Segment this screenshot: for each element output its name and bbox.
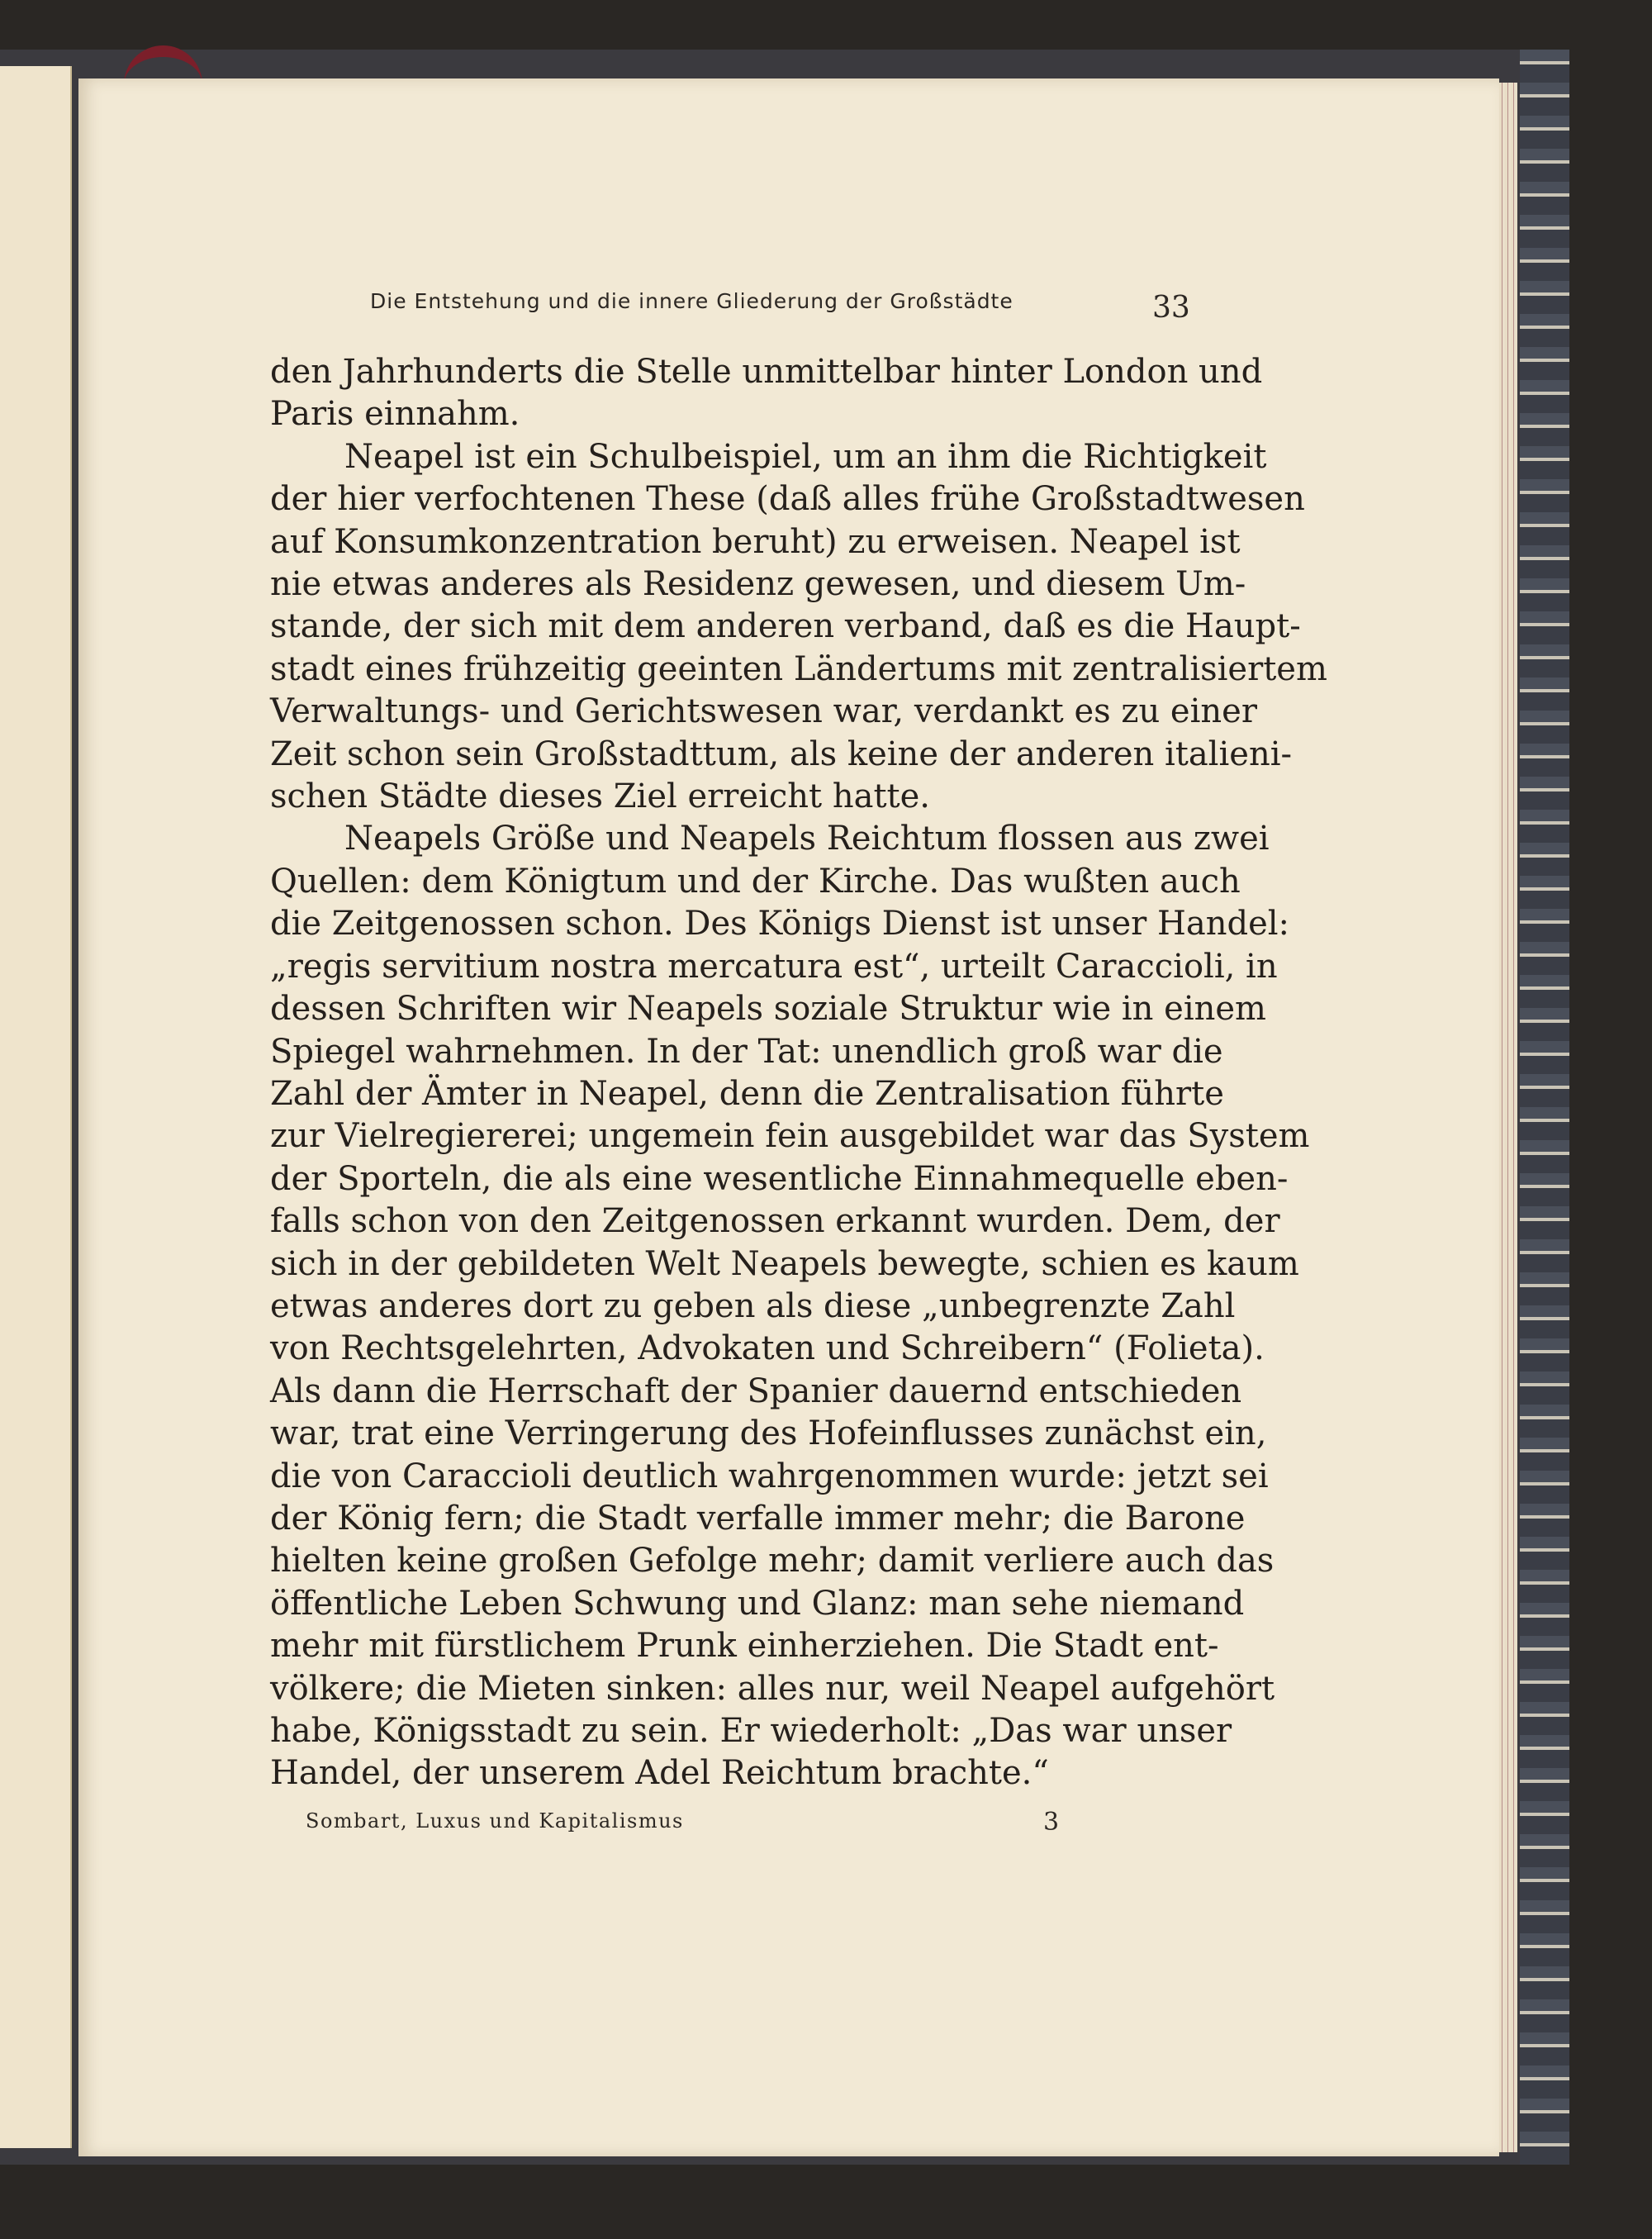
text-line: den Jahrhunderts die Stelle unmittelbar hinter London und <box>270 353 1263 391</box>
signature-line: Sombart, Luxus und Kapitalismus <box>306 1809 684 1833</box>
text-line: habe, Königsstadt zu sein. Er wiederholt: „Das war unser <box>270 1712 1232 1750</box>
text-line: schen Städte dieses Ziel erreicht hatte. <box>270 777 930 816</box>
text-line: die Zeitgenossen schon. Des Königs Dienst ist unser Handel: <box>270 905 1290 944</box>
running-head: Die Entstehung und die innere Gliederung der Großstädte <box>370 289 1014 313</box>
text-line: sich in der gebildeten Welt Neapels bewegte, schien es kaum <box>270 1244 1299 1283</box>
text-line: der hier verfochtenen These (daß alles frühe Großstadtwesen <box>270 480 1305 519</box>
page-number: 33 <box>1152 291 1190 325</box>
text-line: stande, der sich mit dem anderen verband, daß es die Haupt- <box>270 607 1301 646</box>
text-line: Neapels Größe und Neapels Reichtum flossen aus zwei <box>344 820 1270 858</box>
text-line: Quellen: dem Königtum und der Kirche. Das wußten auch <box>270 862 1241 901</box>
text-line: dessen Schriften wir Neapels soziale Struktur wie in einem <box>270 990 1266 1029</box>
page-stack-edge <box>1499 83 1517 2152</box>
text-line: Handel, der unserem Adel Reichtum brachte.“ <box>270 1754 1049 1793</box>
text-line: stadt eines frühzeitig geeinten Ländertums mit zentralisiertem <box>270 649 1327 688</box>
sheet-number: 3 <box>1043 1808 1060 1837</box>
text-line: Neapel ist ein Schulbeispiel, um an ihm die Richtigkeit <box>344 437 1267 476</box>
body-text <box>270 351 1327 1795</box>
text-line: öffentliche Leben Schwung und Glanz: man sehe niemand <box>270 1584 1245 1623</box>
text-line: Als dann die Herrschaft der Spanier dauernd entschieden <box>270 1371 1242 1410</box>
text-line: Zeit schon sein Großstadttum, als keine der anderen italieni- <box>270 734 1293 773</box>
left-page <box>0 66 72 2148</box>
text-line: auf Konsumkonzentration beruht) zu erweisen. Neapel ist <box>270 522 1241 561</box>
text-line: hielten keine großen Gefolge mehr; damit verliere auch das <box>270 1542 1275 1581</box>
text-line: von Rechtsgelehrten, Advokaten und Schreibern“ (Folieta). <box>270 1329 1265 1368</box>
text-line: mehr mit fürstlichem Prunk einherziehen. Die Stadt ent- <box>270 1627 1219 1666</box>
text-line: Paris einnahm. <box>270 395 520 434</box>
text-line: nie etwas anderes als Residenz gewesen, und diesem Um- <box>270 565 1246 604</box>
text-line: „regis servitium nostra mercatura est“, urteilt Caraccioli, in <box>270 947 1278 986</box>
text-line: Zahl der Ämter in Neapel, denn die Zentralisation führte <box>270 1074 1224 1113</box>
text-line: der Sporteln, die als eine wesentliche Einnahmequelle eben- <box>270 1159 1289 1198</box>
text-line: etwas anderes dort zu geben als diese „unbegrenzte Zahl <box>270 1286 1236 1325</box>
text-line: zur Vielregiererei; ungemein fein ausgebildet war das System <box>270 1117 1310 1156</box>
text-line: falls schon von den Zeitgenossen erkannt wurden. Dem, der <box>270 1202 1280 1241</box>
text-line: die von Caraccioli deutlich wahrgenommen wurde: jetzt sei <box>270 1457 1269 1495</box>
text-line: Spiegel wahrnehmen. In der Tat: unendlich groß war die <box>270 1032 1223 1071</box>
text-line: Verwaltungs- und Gerichtswesen war, verdankt es zu einer <box>270 692 1257 731</box>
text-line: der König fern; die Stadt verfalle immer mehr; die Barone <box>270 1499 1246 1538</box>
text-line: völkere; die Mieten sinken: alles nur, weil Neapel aufgehört <box>270 1669 1275 1708</box>
text-line: war, trat eine Verringerung des Hofeinflusses zunächst ein, <box>270 1414 1267 1453</box>
cover-edge <box>1520 50 1569 2165</box>
